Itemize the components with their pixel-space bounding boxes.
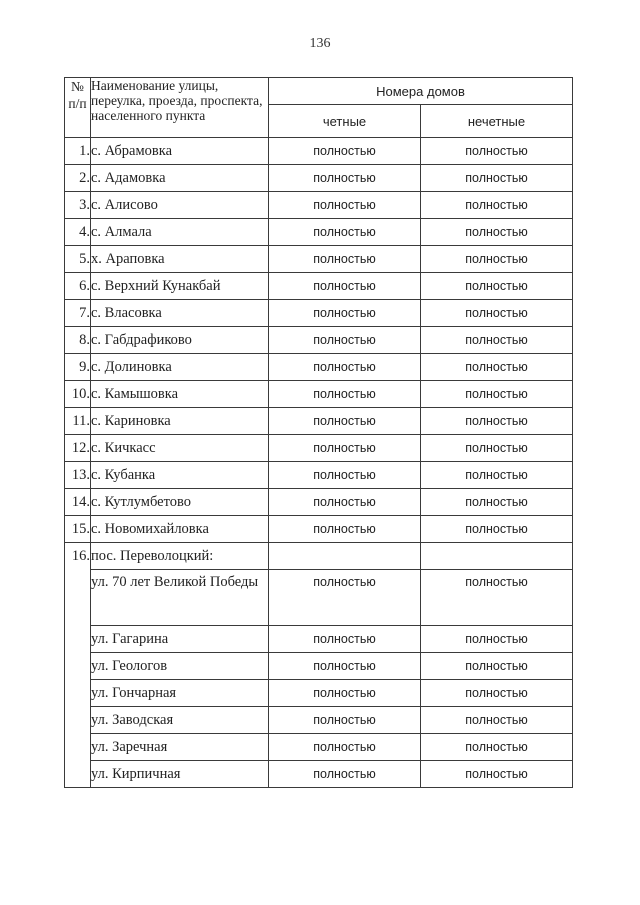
table-row [65, 516, 573, 543]
header-row-number: № п/п [65, 78, 91, 138]
row-number: 1. [65, 138, 91, 165]
even-houses: полностью [269, 761, 421, 788]
table-row [65, 653, 573, 680]
row-number: 15. [65, 516, 91, 543]
street-name: с. Габдрафиково [91, 327, 269, 354]
page-number: 136 [309, 36, 331, 51]
street-name: с. Долиновка [91, 354, 269, 381]
odd-houses: полностью [421, 408, 573, 435]
row-number: 7. [65, 300, 91, 327]
row-number-blank [65, 734, 91, 761]
even-houses: полностью [269, 381, 421, 408]
row-number: 14. [65, 489, 91, 516]
row-number: 4. [65, 219, 91, 246]
row-number: 16. [65, 543, 91, 570]
odd-houses: полностью [421, 381, 573, 408]
even-houses: полностью [269, 680, 421, 707]
odd-houses: полностью [421, 165, 573, 192]
even-houses: полностью [269, 516, 421, 543]
row-number-blank [65, 626, 91, 653]
row-number: 9. [65, 354, 91, 381]
street-name: ул. Гончарная [91, 680, 269, 707]
odd-houses: полностью [421, 626, 573, 653]
even-houses: полностью [269, 192, 421, 219]
street-name: с. Алисово [91, 192, 269, 219]
odd-houses: полностью [421, 435, 573, 462]
odd-houses: полностью [421, 516, 573, 543]
table-row [65, 273, 573, 300]
table-row [65, 435, 573, 462]
even-houses: полностью [269, 354, 421, 381]
table-header [65, 78, 573, 138]
odd-houses [421, 543, 573, 570]
street-name: с. Кичкасс [91, 435, 269, 462]
odd-houses: полностью [421, 354, 573, 381]
table-row [65, 246, 573, 273]
even-houses: полностью [269, 462, 421, 489]
street-name: ул. Гагарина [91, 626, 269, 653]
street-name: ул. Заречная [91, 734, 269, 761]
row-number: 3. [65, 192, 91, 219]
even-houses: полностью [269, 246, 421, 273]
even-houses: полностью [269, 165, 421, 192]
odd-houses: полностью [421, 327, 573, 354]
even-houses: полностью [269, 219, 421, 246]
even-houses: полностью [269, 626, 421, 653]
table-row [65, 192, 573, 219]
even-houses: полностью [269, 408, 421, 435]
table-row [65, 543, 573, 570]
table-row [65, 734, 573, 761]
even-houses: полностью [269, 653, 421, 680]
table-row [65, 462, 573, 489]
odd-houses: полностью [421, 489, 573, 516]
table-row [65, 408, 573, 435]
header-house-numbers: Номера домов [269, 78, 573, 105]
odd-houses: полностью [421, 246, 573, 273]
street-name: с. Кутлумбетово [91, 489, 269, 516]
street-name: ул. 70 лет Великой Победы [91, 570, 269, 626]
street-name: с. Абрамовка [91, 138, 269, 165]
street-list-table [64, 77, 573, 788]
odd-houses: полностью [421, 707, 573, 734]
header-even-numbers: четные [269, 105, 421, 138]
row-number: 10. [65, 381, 91, 408]
street-name: с. Кариновка [91, 408, 269, 435]
even-houses: полностью [269, 489, 421, 516]
row-number: 13. [65, 462, 91, 489]
table-row [65, 570, 573, 626]
row-number-blank [65, 680, 91, 707]
street-name: с. Верхний Кунакбай [91, 273, 269, 300]
row-number: 5. [65, 246, 91, 273]
row-number-blank [65, 761, 91, 788]
table-row [65, 489, 573, 516]
row-number-blank [65, 653, 91, 680]
even-houses: полностью [269, 327, 421, 354]
even-houses: полностью [269, 273, 421, 300]
table-row [65, 219, 573, 246]
odd-houses: полностью [421, 138, 573, 165]
odd-houses: полностью [421, 273, 573, 300]
table-row [65, 354, 573, 381]
row-number: 11. [65, 408, 91, 435]
table-row [65, 138, 573, 165]
settlement-name: пос. Переволоцкий: [91, 543, 269, 570]
table-row [65, 707, 573, 734]
header-street-name: Наименование улицы, переулка, проезда, проспекта, населенного пункта [91, 78, 269, 138]
street-name: с. Камышовка [91, 381, 269, 408]
street-name: х. Араповка [91, 246, 269, 273]
odd-houses: полностью [421, 462, 573, 489]
table-row [65, 761, 573, 788]
even-houses: полностью [269, 435, 421, 462]
row-number: 2. [65, 165, 91, 192]
odd-houses: полностью [421, 219, 573, 246]
table-row [65, 626, 573, 653]
odd-houses: полностью [421, 300, 573, 327]
street-name: ул. Заводская [91, 707, 269, 734]
table-row [65, 300, 573, 327]
table-row [65, 327, 573, 354]
header-odd-numbers: нечетные [421, 105, 573, 138]
even-houses: полностью [269, 138, 421, 165]
table-row [65, 381, 573, 408]
odd-houses: полностью [421, 761, 573, 788]
street-name: с. Власовка [91, 300, 269, 327]
street-name: ул. Геологов [91, 653, 269, 680]
row-number: 6. [65, 273, 91, 300]
table-row [65, 680, 573, 707]
odd-houses: полностью [421, 653, 573, 680]
even-houses: полностью [269, 570, 421, 626]
odd-houses: полностью [421, 734, 573, 761]
row-number: 12. [65, 435, 91, 462]
row-number-blank [65, 707, 91, 734]
row-number: 8. [65, 327, 91, 354]
street-name: с. Кубанка [91, 462, 269, 489]
even-houses: полностью [269, 734, 421, 761]
even-houses: полностью [269, 707, 421, 734]
odd-houses: полностью [421, 570, 573, 626]
street-name: ул. Кирпичная [91, 761, 269, 788]
street-name: с. Алмала [91, 219, 269, 246]
street-name: с. Адамовка [91, 165, 269, 192]
row-number-blank [65, 570, 91, 626]
odd-houses: полностью [421, 192, 573, 219]
even-houses: полностью [269, 300, 421, 327]
street-name: с. Новомихайловка [91, 516, 269, 543]
table-row [65, 165, 573, 192]
even-houses [269, 543, 421, 570]
odd-houses: полностью [421, 680, 573, 707]
